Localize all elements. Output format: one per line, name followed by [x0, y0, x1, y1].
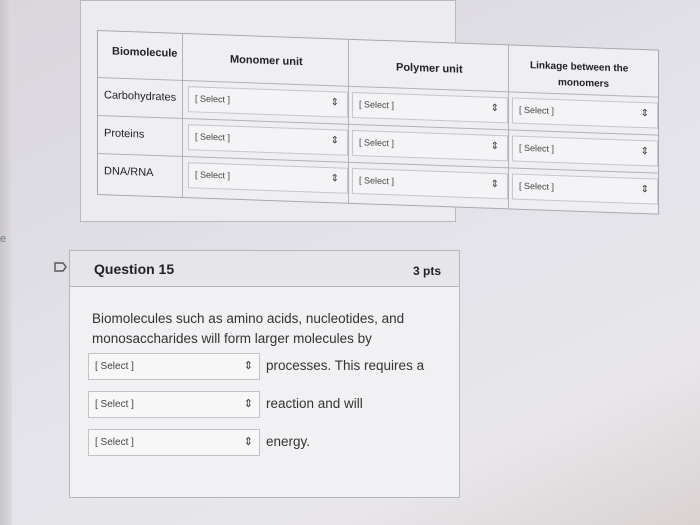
row-carbohydrates-label: Carbohydrates	[104, 89, 177, 104]
chevron-updown-icon: ⇕	[330, 135, 339, 147]
row-proteins-label: Proteins	[104, 127, 145, 141]
chevron-updown-icon: ⇕	[330, 97, 339, 109]
blank-select-3[interactable]: [ Select ] ⇕	[88, 429, 260, 456]
select-proteins-monomer[interactable]: [ Select ] ⇕	[188, 124, 348, 156]
chevron-updown-icon: ⇕	[490, 102, 499, 115]
stray-character: e	[0, 233, 7, 245]
blank-select-2[interactable]: [ Select ] ⇕	[88, 391, 260, 418]
header-monomer: Monomer unit	[230, 53, 303, 69]
header-linkage-2: monomers	[558, 77, 610, 90]
header-polymer: Polymer unit	[396, 61, 463, 76]
chevron-updown-icon: ⇕	[490, 178, 499, 191]
blank-select-1[interactable]: [ Select ] ⇕	[88, 353, 260, 380]
chevron-updown-icon: ⇕	[330, 173, 339, 185]
question-card	[69, 250, 460, 498]
chevron-updown-icon: ⇕	[243, 398, 253, 410]
blank-2-trailing-text: reaction and will	[266, 396, 363, 411]
chevron-updown-icon: ⇕	[490, 140, 499, 153]
question-header	[70, 251, 459, 287]
select-carbohydrates-monomer[interactable]: [ Select ] ⇕	[188, 86, 348, 118]
header-biomolecule: Biomolecule	[112, 45, 178, 60]
question-prompt: Biomolecules such as amino acids, nucleotides, and monosaccharides will form larger molecules by	[92, 311, 405, 346]
row-dna-rna-label: DNA/RNA	[104, 165, 154, 179]
question-points: 3 pts	[412, 264, 441, 278]
chevron-updown-icon: ⇕	[640, 145, 649, 158]
flag-icon[interactable]	[54, 262, 67, 272]
chevron-updown-icon: ⇕	[640, 183, 649, 196]
blank-1-trailing-text: processes. This requires a	[266, 358, 425, 373]
select-carbohydrates-polymer[interactable]: [ Select ] ⇕	[352, 92, 508, 123]
blank-3-trailing-text: energy.	[266, 434, 311, 449]
chevron-updown-icon: ⇕	[243, 360, 253, 372]
biomolecule-table	[97, 30, 659, 215]
select-proteins-linkage[interactable]: [ Select ] ⇕	[512, 135, 658, 166]
select-carbohydrates-linkage[interactable]: [ Select ] ⇕	[512, 97, 658, 128]
question-title: Question 15	[94, 261, 175, 277]
select-dna-rna-linkage[interactable]: [ Select ] ⇕	[512, 173, 658, 204]
select-dna-rna-monomer[interactable]: [ Select ] ⇕	[188, 162, 348, 194]
chevron-updown-icon: ⇕	[243, 436, 253, 448]
left-edge-shadow	[0, 0, 12, 525]
select-proteins-polymer[interactable]: [ Select ] ⇕	[352, 130, 508, 161]
select-dna-rna-polymer[interactable]: [ Select ] ⇕	[352, 168, 508, 199]
chevron-updown-icon: ⇕	[640, 107, 649, 120]
header-linkage-1: Linkage between the	[530, 60, 629, 75]
